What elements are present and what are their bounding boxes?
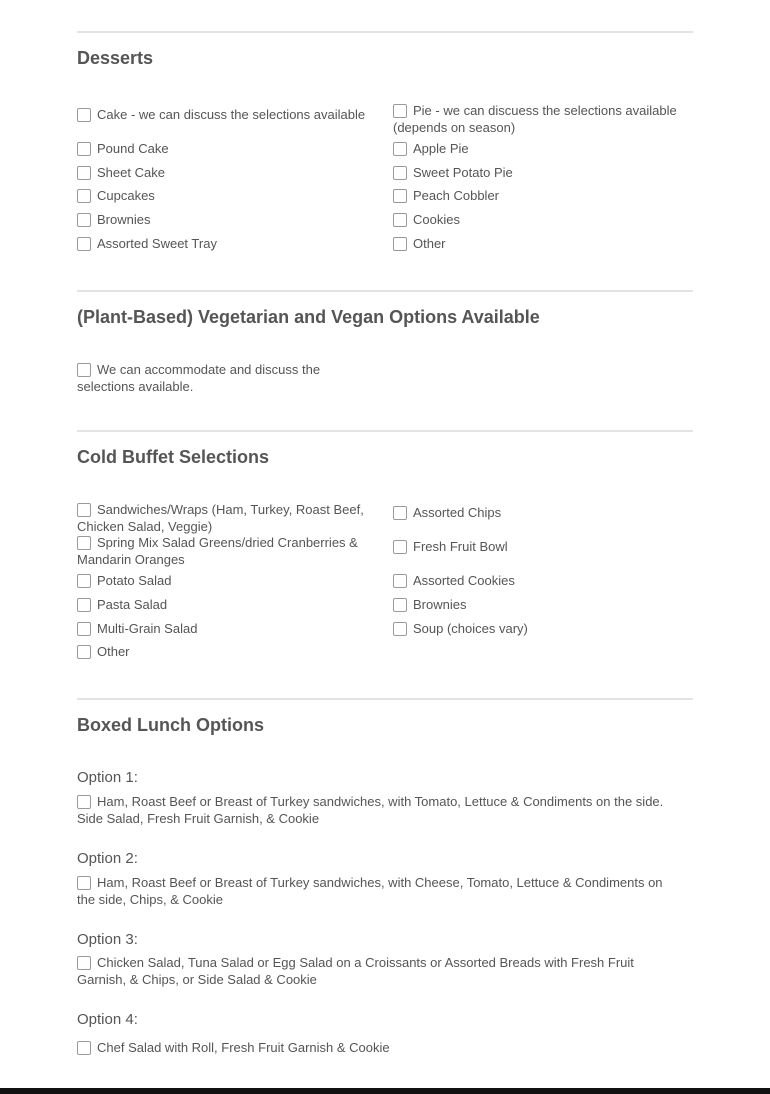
buffet-option[interactable] xyxy=(77,643,377,660)
checkbox[interactable] xyxy=(77,237,91,251)
option-label: Apple Pie xyxy=(413,141,469,156)
section-divider xyxy=(77,698,693,700)
buffet-option[interactable] xyxy=(393,538,693,555)
dessert-option[interactable] xyxy=(77,106,377,123)
option-4-label: Option 4: xyxy=(77,1011,138,1028)
dessert-option[interactable] xyxy=(393,187,693,204)
section-divider xyxy=(77,290,693,292)
checkbox[interactable] xyxy=(393,540,407,554)
dessert-option[interactable] xyxy=(393,164,693,181)
option-label: Brownies xyxy=(97,212,151,227)
option-label: Potato Salad xyxy=(97,573,172,588)
option-label: Pound Cake xyxy=(97,141,169,156)
option-3-label: Option 3: xyxy=(77,931,138,948)
dessert-option[interactable] xyxy=(77,187,377,204)
buffet-option[interactable] xyxy=(77,572,377,589)
checkbox[interactable] xyxy=(77,108,91,122)
checkbox[interactable] xyxy=(393,598,407,612)
option-label: Spring Mix Salad Greens/dried Cranberries & Mandarin Oranges xyxy=(77,535,358,567)
boxed-lunch-option-2[interactable] xyxy=(77,874,677,908)
checkbox[interactable] xyxy=(393,166,407,180)
checkbox[interactable] xyxy=(77,363,91,377)
buffet-option[interactable] xyxy=(77,620,377,637)
checkbox[interactable] xyxy=(393,189,407,203)
dessert-option[interactable] xyxy=(77,164,377,181)
option-1-label: Option 1: xyxy=(77,769,138,786)
vegan-option[interactable] xyxy=(77,361,347,395)
buffet-option[interactable] xyxy=(393,620,693,637)
checkbox[interactable] xyxy=(77,166,91,180)
option-label: Multi-Grain Salad xyxy=(97,621,198,636)
option-2-label: Option 2: xyxy=(77,850,138,867)
desserts-heading: Desserts xyxy=(77,48,154,68)
option-label: Ham, Roast Beef or Breast of Turkey sandwiches, with Tomato, Lettuce & Condiments on the side. Side Salad, Fresh Fruit Garnish, & Cookie xyxy=(77,794,664,826)
option-label: Brownies xyxy=(413,597,467,612)
checkbox[interactable] xyxy=(393,104,407,118)
option-label: Fresh Fruit Bowl xyxy=(413,539,508,554)
checkbox[interactable] xyxy=(77,645,91,659)
cold-buffet-heading: Cold Buffet Selections xyxy=(77,447,270,467)
option-label: Assorted Chips xyxy=(413,505,502,520)
option-label: Chicken Salad, Tuna Salad or Egg Salad on a Croissants or Assorted Breads with Fresh Fruit Garnish, & Chips, or Side Salad & Cookie xyxy=(77,955,634,987)
buffet-option[interactable] xyxy=(77,534,377,568)
vegan-heading: (Plant-Based) Vegetarian and Vegan Options Available xyxy=(77,307,540,327)
option-label: Other xyxy=(97,644,130,659)
option-label: Cookies xyxy=(413,212,460,227)
option-label: Cupcakes xyxy=(97,188,155,203)
option-label: Assorted Cookies xyxy=(413,573,515,588)
checkbox[interactable] xyxy=(77,536,91,550)
boxed-lunch-option-4[interactable] xyxy=(77,1039,677,1056)
boxed-lunch-heading: Boxed Lunch Options xyxy=(77,715,264,735)
checkbox[interactable] xyxy=(393,142,407,156)
option-label: Pasta Salad xyxy=(97,597,168,612)
checkbox[interactable] xyxy=(77,574,91,588)
checkbox[interactable] xyxy=(77,213,91,227)
option-label: Sandwiches/Wraps (Ham, Turkey, Roast Beef, Chicken Salad, Veggie) xyxy=(77,502,364,534)
dessert-option[interactable] xyxy=(393,235,693,252)
option-label: Sweet Potato Pie xyxy=(413,165,513,180)
dessert-option[interactable] xyxy=(77,235,377,252)
dessert-option[interactable] xyxy=(393,102,693,136)
option-label: Chef Salad with Roll, Fresh Fruit Garnish & Cookie xyxy=(97,1040,390,1055)
option-label: Soup (choices vary) xyxy=(413,621,528,636)
option-label: Pie - we can discuess the selections available (depends on season) xyxy=(393,103,677,135)
checkbox[interactable] xyxy=(77,1041,91,1055)
option-label: Ham, Roast Beef or Breast of Turkey sandwiches, with Cheese, Tomato, Lettuce & Condiments on the side, Chips, & Cookie xyxy=(77,875,663,907)
checkbox[interactable] xyxy=(77,956,91,970)
checkbox[interactable] xyxy=(77,622,91,636)
checkbox[interactable] xyxy=(77,142,91,156)
option-label: Sheet Cake xyxy=(97,165,165,180)
checkbox[interactable] xyxy=(77,876,91,890)
option-label: Cake - we can discuss the selections available xyxy=(97,107,366,122)
buffet-option[interactable] xyxy=(393,596,693,613)
checkbox[interactable] xyxy=(77,795,91,809)
section-divider xyxy=(77,31,693,33)
dessert-option[interactable] xyxy=(393,211,693,228)
checkbox[interactable] xyxy=(393,622,407,636)
buffet-option[interactable] xyxy=(77,596,377,613)
footer-bar xyxy=(0,1088,770,1094)
boxed-lunch-option-3[interactable] xyxy=(77,954,657,988)
buffet-option[interactable] xyxy=(393,504,693,521)
dessert-option[interactable] xyxy=(77,140,377,157)
option-label: Assorted Sweet Tray xyxy=(97,236,217,251)
checkbox[interactable] xyxy=(393,506,407,520)
buffet-option[interactable] xyxy=(393,572,693,589)
section-divider xyxy=(77,430,693,432)
dessert-option[interactable] xyxy=(393,140,693,157)
checkbox[interactable] xyxy=(393,213,407,227)
checkbox[interactable] xyxy=(77,503,91,517)
option-label: We can accommodate and discuss the selections available. xyxy=(77,362,321,394)
checkbox[interactable] xyxy=(393,237,407,251)
dessert-option[interactable] xyxy=(77,211,377,228)
option-label: Other xyxy=(413,236,446,251)
option-label: Peach Cobbler xyxy=(413,188,499,203)
buffet-option[interactable] xyxy=(77,501,377,535)
checkbox[interactable] xyxy=(77,598,91,612)
checkbox[interactable] xyxy=(393,574,407,588)
checkbox[interactable] xyxy=(77,189,91,203)
boxed-lunch-option-1[interactable] xyxy=(77,793,677,827)
